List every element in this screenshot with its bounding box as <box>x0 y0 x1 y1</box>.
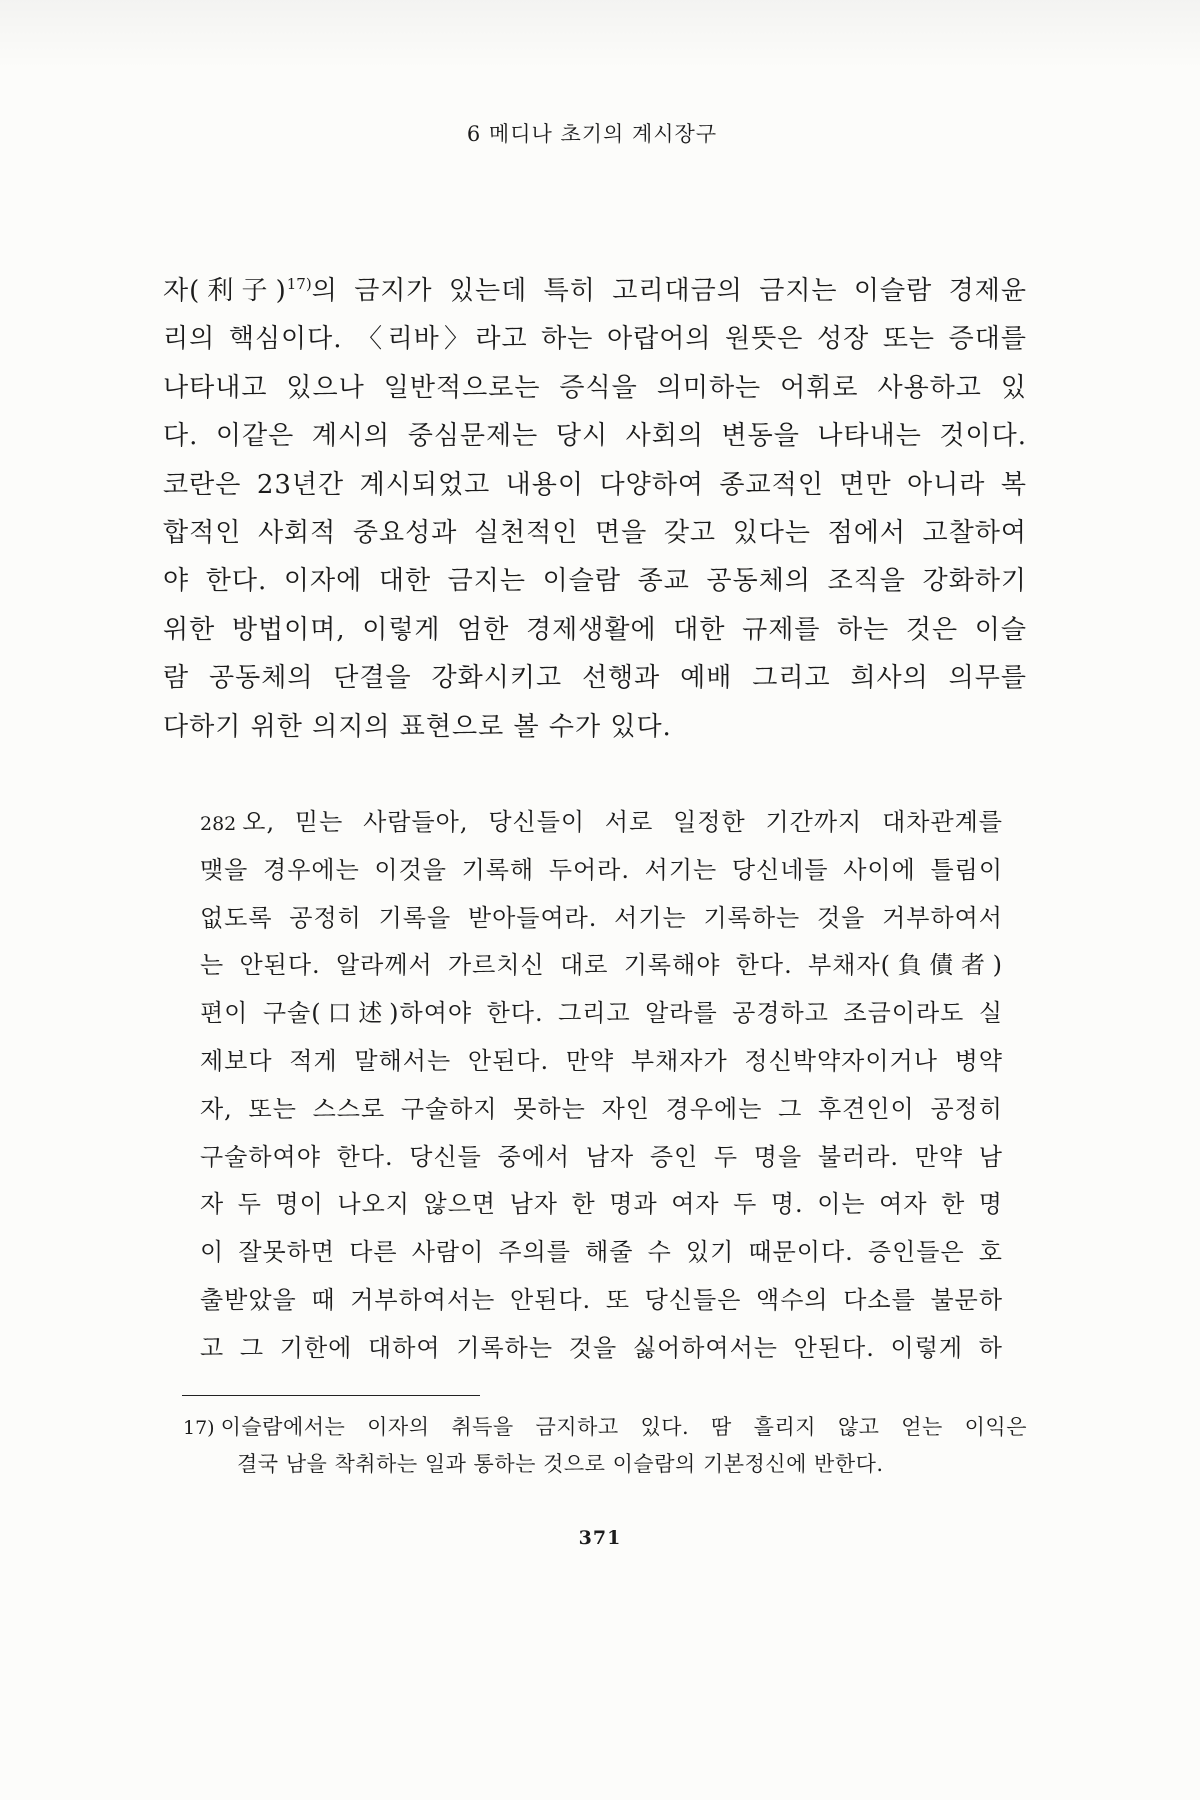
body-line-text: 의 금지가 있는데 특히 고리대금의 금지는 이슬람 경제윤 <box>311 276 1027 306</box>
footnote-marker: 17) <box>183 1417 215 1439</box>
verse-line: 자, 또는 스스로 구술하지 못하는 자인 경우에는 그 후견인이 공정히 <box>200 1094 1003 1123</box>
body-line-text: 자(利子) <box>163 276 287 306</box>
verse-line: 고 그 기한에 대하여 기록하는 것을 싫어하여서는 안된다. 이렇게 하 <box>200 1333 1003 1362</box>
verse-line <box>200 799 1003 847</box>
body-line: 야 한다. 이자에 대한 금지는 이슬람 종교 공동체의 조직을 강화하기 <box>163 566 1027 597</box>
body-line: 다하기 위한 의지의 표현으로 볼 수가 있다. <box>163 711 672 742</box>
body-line: 나타내고 있으나 일반적으로는 증식을 의미하는 어휘로 사용하고 있 <box>163 372 1027 403</box>
body-line: 코란은 23년간 계시되었고 내용이 다양하여 종교적인 면만 아니라 복 <box>163 469 1027 500</box>
verse-line: 는 안된다. 알라께서 가르치신 대로 기록해야 한다. 부채자(負債者) <box>200 951 1003 980</box>
verse-line-text: 오, 믿는 사람들아, 당신들이 서로 일정한 기간까지 대차관계를 <box>242 808 1003 836</box>
footnote-line <box>183 1409 1027 1446</box>
verse-line: 맺을 경우에는 이것을 기록해 두어라. 서기는 당신네들 사이에 틀림이 <box>200 855 1003 884</box>
footnote-reference: 17) <box>286 275 312 293</box>
verse-line: 출받았을 때 거부하여서는 안된다. 또 당신들은 액수의 다소를 불문하 <box>200 1285 1003 1314</box>
page-number: 371 <box>578 1527 622 1549</box>
verse-number: 282 <box>200 813 237 835</box>
footnote-divider <box>182 1395 480 1396</box>
body-paragraph <box>163 267 1027 751</box>
quoted-verse <box>200 799 1003 1373</box>
running-head: 6 메디나 초기의 계시장구 <box>466 122 718 146</box>
verse-line: 편이 구술(口述)하여야 한다. 그리고 알라를 공경하고 조금이라도 실 <box>200 999 1003 1028</box>
body-line <box>163 267 1027 315</box>
verse-line: 이 잘못하면 다른 사람이 주의를 해줄 수 있기 때문이다. 증인들은 호 <box>200 1238 1003 1267</box>
footnote-line: 결국 남을 착취하는 일과 통하는 것으로 이슬람의 기본정신에 반한다. <box>237 1452 884 1476</box>
footnote <box>183 1409 1027 1483</box>
body-line: 합적인 사회적 중요성과 실천적인 면을 갖고 있다는 점에서 고찰하여 <box>163 517 1027 548</box>
verse-line: 없도록 공정히 기록을 받아들여라. 서기는 기록하는 것을 거부하여서 <box>200 903 1003 932</box>
footnote-line-text: 이슬람에서는 이자의 취득을 금지하고 있다. 땀 흘리지 않고 얻는 이익은 <box>220 1415 1027 1439</box>
body-line: 다. 이같은 계시의 중심문제는 당시 사회의 변동을 나타내는 것이다. <box>163 421 1027 452</box>
body-line: 람 공동체의 단결을 강화시키고 선행과 예배 그리고 희사의 의무를 <box>163 663 1027 694</box>
verse-line: 자 두 명이 나오지 않으면 남자 한 명과 여자 두 명. 이는 여자 한 명 <box>200 1190 1003 1219</box>
verse-line: 구술하여야 한다. 당신들 중에서 남자 증인 두 명을 불러라. 만약 남 <box>200 1142 1003 1171</box>
body-line: 위한 방법이며, 이렇게 엄한 경제생활에 대한 규제를 하는 것은 이슬 <box>163 614 1027 645</box>
body-line: 리의 핵심이다. 〈리바〉라고 하는 아랍어의 원뜻은 성장 또는 증대를 <box>163 324 1027 355</box>
verse-line: 제보다 적게 말해서는 안된다. 만약 부채자가 정신박약자이거나 병약 <box>200 1046 1003 1075</box>
scan-shadow <box>0 0 1200 70</box>
